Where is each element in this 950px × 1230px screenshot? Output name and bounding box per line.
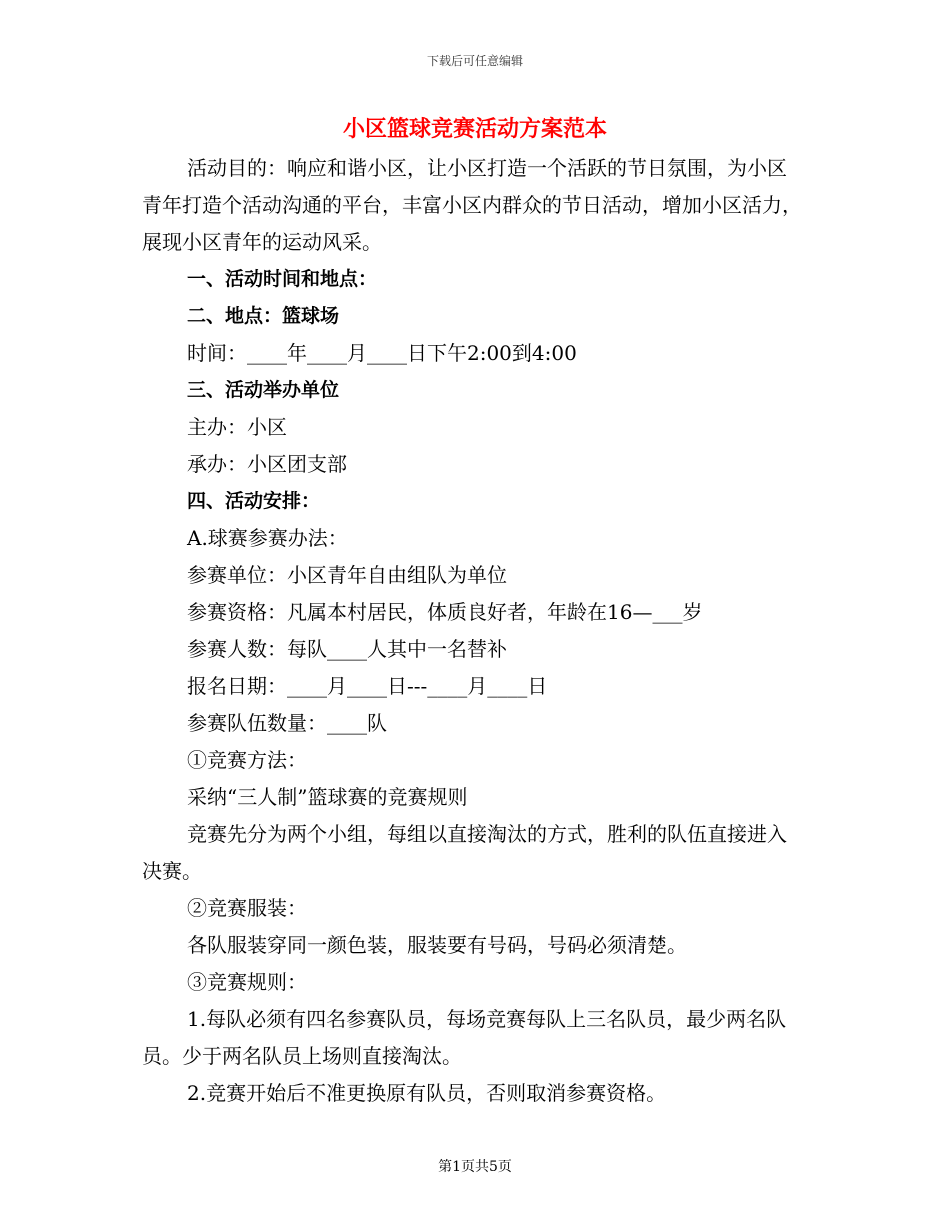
document-body (142, 150, 804, 1112)
paragraph-time: 时间：____年____月____日下午2:00到4:00 (187, 341, 577, 365)
header-note: 下载后可任意编辑 (426, 54, 523, 68)
paragraph-competition-method: ①竞赛方法： (187, 748, 307, 772)
paragraph-registration-date: 报名日期：____月____日---____月____日 (187, 674, 548, 698)
paragraph-team-size: 参赛人数：每队____人其中一名替补 (187, 637, 507, 661)
paragraph-entry-method: A.球赛参赛办法： (187, 526, 348, 550)
paragraph-uniform: 各队服装穿同一颜色装，服装要有号码，号码必须清楚。 (187, 933, 687, 957)
heading-arrangement: 四、活动安排： (187, 490, 321, 512)
paragraph-groups: 竞赛先分为两个小组，每组以直接淘汰的方式，胜利的队伍直接进入决赛。 (142, 822, 787, 883)
heading-organizers: 三、活动举办单位 (187, 379, 340, 401)
paragraph-team-count: 参赛队伍数量：____队 (187, 711, 387, 735)
paragraph-eligibility: 参赛资格：凡属本村居民，体质良好者，年龄在16—___岁 (187, 600, 703, 624)
paragraph-rules-adopted: 采纳“三人制”篮球赛的竞赛规则 (187, 785, 468, 809)
paragraph-rules-heading: ③竞赛规则： (187, 970, 307, 994)
paragraph-entry-unit: 参赛单位：小区青年自由组队为单位 (187, 563, 507, 587)
paragraph-uniform-heading: ②竞赛服装： (187, 896, 307, 920)
document-title: 小区篮球竞赛活动方案范本 (342, 117, 607, 142)
paragraph-host: 主办：小区 (187, 415, 287, 439)
paragraph-purpose: 活动目的：响应和谐小区，让小区打造一个活跃的节日氛围，为小区青年打造个活动沟通的平台，丰富小区内群众的节日活动，增加小区活力，展现小区青年的运动风采。 (142, 156, 802, 254)
paragraph-co-organizer: 承办：小区团支部 (187, 452, 347, 476)
heading-time-and-place: 一、活动时间和地点： (187, 268, 378, 290)
paragraph-rule-2: 2.竞赛开始后不准更换原有队员，否则取消参赛资格。 (187, 1081, 667, 1105)
page-footer: 第1页共5页 (438, 1159, 512, 1175)
paragraph-rule-1: 1.每队必须有四名参赛队员，每场竞赛每队上三名队员，最少两名队员。少于两名队员上场则直接淘汰。 (142, 1007, 787, 1068)
heading-location: 二、地点：篮球场 (187, 305, 340, 327)
